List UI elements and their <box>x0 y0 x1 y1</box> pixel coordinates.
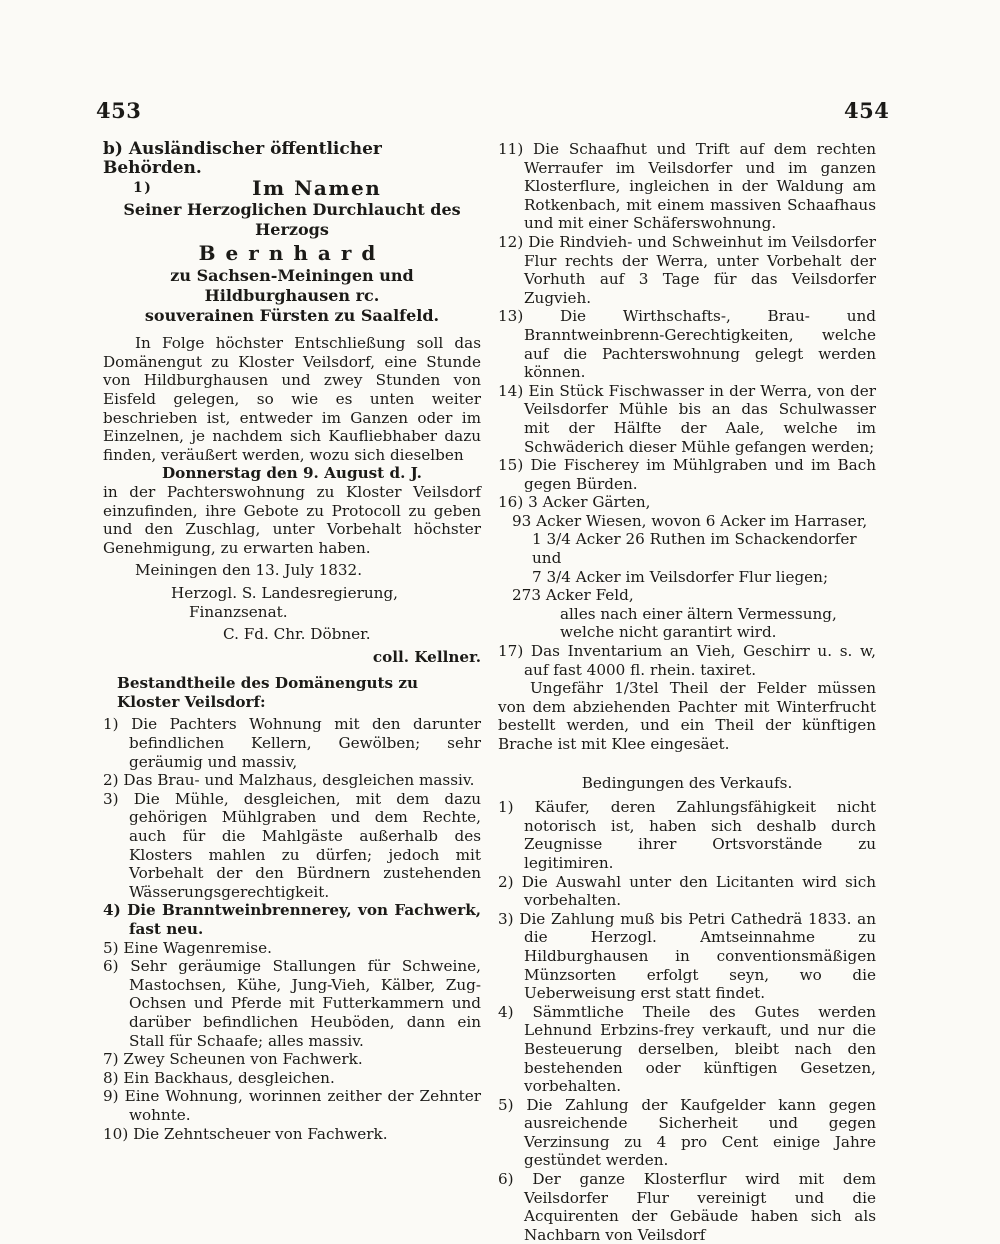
signature-4: coll. Kellner. <box>372 647 481 666</box>
page-number-right: 454 <box>844 98 890 123</box>
list-item: 7) Zwey Scheunen von Fachwerk. <box>103 1050 363 1069</box>
notice-body-2: in der Pachterswohnung zu Kloster Veilsdorf einzufinden, ihre Gebote zu Protocoll zu geben und den Zuschlag, unter Vorbehalt höchster Genehmigung, zu erwarten haben. <box>103 482 481 557</box>
condition-item: 6) Der ganze Klosterflur wird mit dem Veilsdorfer Flur vereinigt und die Acquirenten der Gebäude haben sich als Nachbarn von Veilsdorf <box>498 1170 876 1244</box>
notice-body: In Folge höchster Entschließung soll das Domänengut zu Kloster Veilsdorf, eine Stunde von Hildburghausen und zwey Stunden von Eisfeld gelegen, so wie es unten weiter beschrieben ist, entweder im Ganzen oder im Einzelnen, je nachdem sich Kaufliebhaber dazu finden, veräußert werden, wozu sich dieselben <box>103 334 481 464</box>
list-item: 17) Das Inventarium an Vieh, Geschirr u. s. w, auf fast 4000 fl. rhein. taxiret. <box>498 642 876 679</box>
signature-2: Finanzsenat. <box>189 602 288 621</box>
list-item: 6) Sehr geräumige Stallungen für Schweine, Mastochsen, Kühe, Jung-Vieh, Kälber, Zug-Ochsen und Pferde mit Futterkammern und darüber befindlichen Heuböden, dann ein Stall für Schaafe; alles massiv. <box>103 957 481 1050</box>
note-paragraph: Ungefähr 1/3tel Theil der Felder müssen von dem abziehenden Pachter mit Winterfrucht bestellt werden, und ein Theil der künftigen Brache ist mit Klee eingesäet. <box>498 679 876 753</box>
condition-item: 1) Käufer, deren Zahlungsfähigkeit nicht notorisch ist, haben sich deshalb durch Zeugnisse ihrer Ortsvorstände zu legitimiren. <box>498 798 876 872</box>
signature-1: Herzogl. S. Landesregierung, <box>171 583 399 602</box>
list-item-16-line: 273 Acker Feld, <box>512 586 634 605</box>
condition-item: 2) Die Auswahl unter den Licitanten wird sich vorbehalten. <box>498 872 876 910</box>
list-item: 14) Ein Stück Fischwasser in der Werra, von der Veilsdorfer Mühle bis an das Schulwasser mit der Hälfte der Aale, welche im Schwäderich dieser Mühle gefangen werden; <box>498 381 876 456</box>
conditions-heading: Bedingungen des Verkaufs. <box>581 773 793 792</box>
list-item: 12) Die Rindvieh- und Schweinhut im Veilsdorfer Flur rechts der Werra, unter Vorbehalt der Vorhuth auf 3 Tage für das Veilsdorfer Zugvieh. <box>498 232 876 307</box>
list-item: 10) Die Zehntscheuer von Fachwerk. <box>103 1124 388 1143</box>
notice-number: 1) <box>133 180 153 197</box>
list-item: 13) Die Wirthschafts-, Brau- und Branntweinbrenn-Gerechtigkeiten, welche auf die Pachterswohnung gelegt werden können. <box>498 307 876 382</box>
title-line-1 <box>103 177 481 200</box>
list-item: 8) Ein Backhaus, desgleichen. <box>103 1068 335 1087</box>
list-item: 3) Die Mühle, desgleichen, mit dem dazu gehörigen Mühlgraben und dem Rechte, auch für die Mahlgäste außerhalb des Klosters mahlen zu dürfen; jedoch mit Vorbehalt der den Bürdnern zustehenden Wässerungsgerechtigkeit. <box>103 789 481 901</box>
title-line-3: Bernhard <box>198 241 386 266</box>
right-column <box>498 140 876 1244</box>
list-item: 9) Eine Wohnung, worinnen zeither der Zehnter wohnte. <box>103 1087 481 1124</box>
left-column <box>103 140 481 1143</box>
title-line-4: zu Sachsen-Meiningen und Hildburghausen rc. <box>170 266 414 306</box>
list-item-16-line: 1 3/4 Acker 26 Ruthen im Schackendorfer und <box>532 530 857 568</box>
condition-item: 5) Die Zahlung der Kaufgelder kann gegen ausreichende Sicherheit und gegen Verzinsung zu 4 pro Cent einige Jahre gestündet werden. <box>498 1095 876 1170</box>
list-item: 5) Eine Wagenremise. <box>103 938 272 957</box>
list-item: 11) Die Schaafhut und Trift auf dem rechten Werraufer im Veilsdorfer und im ganzen Klosterflure, ingleichen in der Waldung am Rotkenbach, mit einem massiven Schaafhaus und mit einer Schäferswohnung. <box>498 140 876 233</box>
list-item: 15) Die Fischerey im Mühlgraben und im Bach gegen Bürden. <box>498 456 876 493</box>
title-im-namen: Im Namen <box>252 176 382 201</box>
notice-title-block <box>103 177 481 326</box>
section-heading: b) Ausländischer öffentlicher Behörden. <box>103 139 382 178</box>
place-date: Meiningen den 13. July 1832. <box>135 561 363 580</box>
list-item-16: 16) 3 Acker Gärten, <box>498 493 651 512</box>
list-item-16-line: 93 Acker Wiesen, wovon 6 Acker im Harraser, <box>512 511 868 530</box>
list-heading: Bestandtheile des Domänenguts zu Kloster Veilsdorf: <box>117 674 419 711</box>
title-line-2: Seiner Herzoglichen Durchlaucht des Herzogs <box>123 200 461 240</box>
list-item: 1) Die Pachters Wohnung mit den darunter befindlichen Kellern, Gewölben; sehr geräumig und massiv, <box>103 715 481 771</box>
list-item: 2) Das Brau- und Malzhaus, desgleichen massiv. <box>103 771 475 790</box>
list-item-16-line: 7 3/4 Acker im Veilsdorfer Flur liegen; <box>532 567 829 586</box>
condition-item: 3) Die Zahlung muß bis Petri Cathedrä 1833. an die Herzogl. Amtseinnahme zu Hildburghausen in conventionsmäßigen Münzsorten erfolgt seyn, wo die Ueberweisung erst statt findet. <box>498 909 876 1003</box>
signature-3: C. Fd. Chr. Döbner. <box>223 625 371 644</box>
page-number-left: 453 <box>96 98 142 123</box>
auction-date: Donnerstag den 9. August d. J. <box>162 464 422 483</box>
list-item: 4) Die Branntweinbrennerey, von Fachwerk, fast neu. <box>103 901 481 938</box>
condition-item: 4) Sämmtliche Theile des Gutes werden Lehnund Erbzins-frey verkauft, und nur die Besteuerung derselben, bleibt nach den bestehenden oder künftigen Gesetzen, vorbehalten. <box>498 1002 876 1096</box>
title-line-5: souverainen Fürsten zu Saalfeld. <box>144 306 440 326</box>
list-item-16-line: alles nach einer ältern Vermessung, welche nicht garantirt wird. <box>560 604 837 642</box>
